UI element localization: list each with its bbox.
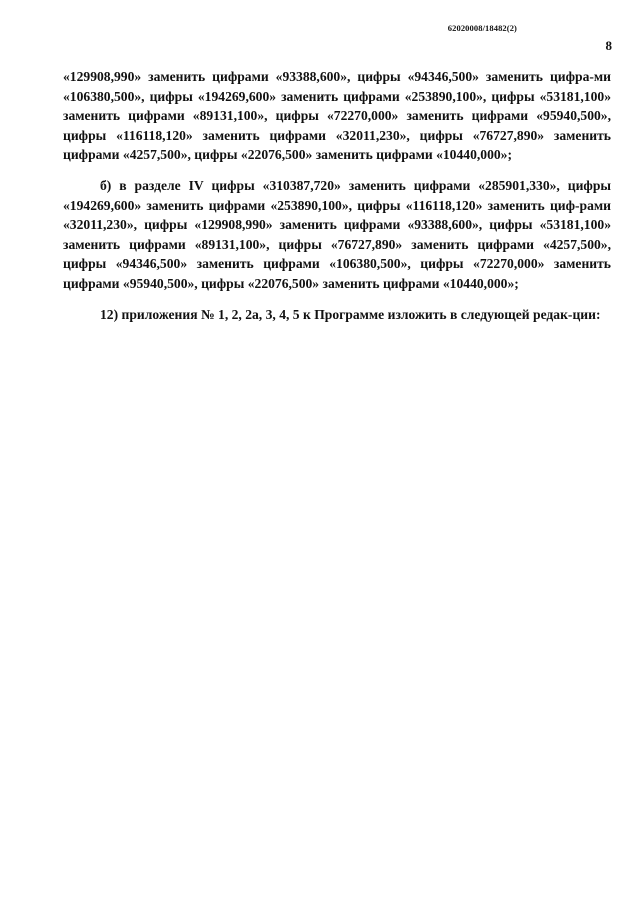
paragraph-continuation: «129908,990» заменить цифрами «93388,600», цифры «94346,500» заменить цифра-ми «106380,500», цифры «194269,600» заменить цифрами «253890,100», цифры «53181,100» заменить цифрами «89131,100», цифры «72270,000» заменить цифрами «95940,500», цифры «116118,120» заменить цифрами «32011,230», цифры «76727,890» заменить цифрами «4257,500», цифры «22076,500» заменить цифрами «10440,000»; [63, 69, 611, 163]
document-body [63, 67, 611, 335]
page-number: 8 [605, 38, 612, 53]
paragraph-section-iv: б) в разделе IV цифры «310387,720» заменить цифрами «285901,330», цифры «194269,600» заменить цифрами «253890,100», цифры «116118,120» заменить циф-рами «32011,230», цифры «129908,990» заменить цифрами «93388,600», цифры «53181,100» заменить цифрами «89131,100», цифры «76727,890» заменить цифрами «4257,500», цифры «94346,500» заменить цифрами «106380,500», цифры «72270,000» заменить цифрами «95940,500», цифры «22076,500» заменить цифрами «10440,000»; [63, 177, 611, 291]
document-code: 62020008/18482(2) [447, 23, 517, 33]
paragraph-appendices: 12) приложения № 1, 2, 2а, 3, 4, 5 к Программе изложить в следующей редак-ции: [100, 306, 601, 322]
